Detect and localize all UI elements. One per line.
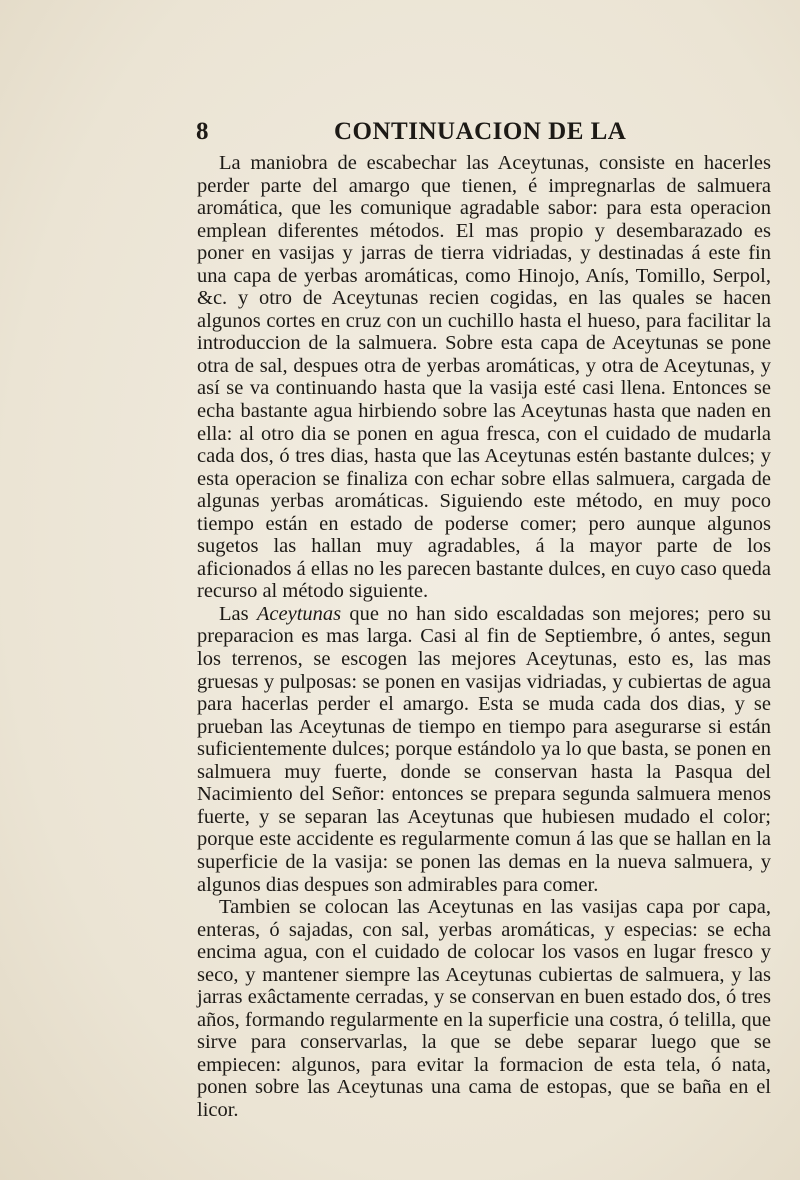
paragraph-3: [197, 896, 771, 1121]
paragraph-2-lead: Las: [219, 602, 257, 625]
paragraph-1-text: La maniobra de escabechar las Aceytunas, consiste en hacerles perder parte del amargo que tienen, é impregnarlas de salmuera aromática, que les comunique agradable sabor: para esta operacion emplean diferentes métodos. El mas propio y desembarazado es poner en vasijas y jarras de tierra vidriadas, y destinadas á este fin una capa de yerbas aromáticas, como Hinojo, Anís, Tomillo, Serpol, &c. y otro de Aceytunas recien cogidas, en las quales se hacen algunos cortes en cruz con un cuchillo hasta el hueso, para facilitar la introduccion de la salmuera. Sobre esta capa de Aceytunas se pone otra de sal, despues otra de yerbas aromáticas, y otra de Aceytunas, y así se va continuando hasta que la vasija esté casi llena. Entonces se echa bastante agua hirbiendo sobre las Aceytunas hasta que naden en ella: al otro dia se ponen en agua fresca, con el cuidado de mudarla cada dos, ó tres dias, hasta que las Aceytunas estén bastante dulces; y esta operacion se finaliza con echar sobre ellas salmuera, cargada de algunas yerbas aromáticas. Siguiendo este método, en muy poco tiempo están en estado de poderse comer; pero aunque algunos sugetos las hallan muy agradables, á la mayor parte de los aficionados á ellas no les parecen bastante dulces, en cuyo caso queda recurso al método siguiente.: [197, 152, 771, 603]
page-number: 8: [196, 118, 209, 145]
paragraph-1: [197, 152, 771, 603]
paragraph-2-text: que no han sido escaldadas son mejores; pero su preparacion es mas larga. Casi al fin de Septiembre, ó antes, segun los terrenos, se escogen las mejores Aceytunas, esto es, las mas gruesas y pulposas: se ponen en vasijas vidriadas, y cubiertas de agua para hacerlas perder el amargo. Esta se muda cada dos dias, y se prueban las Aceytunas de tiempo en tiempo para asegurarse si están suficientemente dulces; porque estándolo ya lo que basta, se ponen en salmuera muy fuerte, donde se conservan hasta la Pasqua del Nacimiento del Señor: entonces se prepara segunda salmuera menos fuerte, y se separan las Aceytunas que hubiesen mudado el color; porque este accidente es regularmente comun á las que se hallan en la superficie de la vasija: se ponen las demas en la nueva salmuera, y algunos dias despues son admirables para comer.: [197, 602, 771, 896]
paragraph-2: [197, 603, 771, 896]
body-text: [197, 152, 771, 1122]
paragraph-3-text: Tambien se colocan las Aceytunas en las vasijas capa por capa, enteras, ó sajadas, con sal, yerbas aromáticas, y especias: se echa encima agua, con el cuidado de colocar los vasos en lugar fresco y seco, y mantener siempre las Aceytunas cubiertas de salmuera, y las jarras exâctamente cerradas, y se conservan en buen estado dos, ó tres años, formando regularmente en la superficie una costra, ó telilla, que sirve para conservarlas, la que se debe separar luego que se empiecen: algunos, para evitar la formacion de esta tela, ó nata, ponen sobre las Aceytunas una cama de estopas, que se baña en el licor.: [197, 896, 771, 1121]
page-header: [196, 118, 627, 150]
paragraph-2-emphasis: Aceytunas: [256, 602, 342, 625]
running-head: CONTINUACION DE LA: [334, 118, 627, 145]
